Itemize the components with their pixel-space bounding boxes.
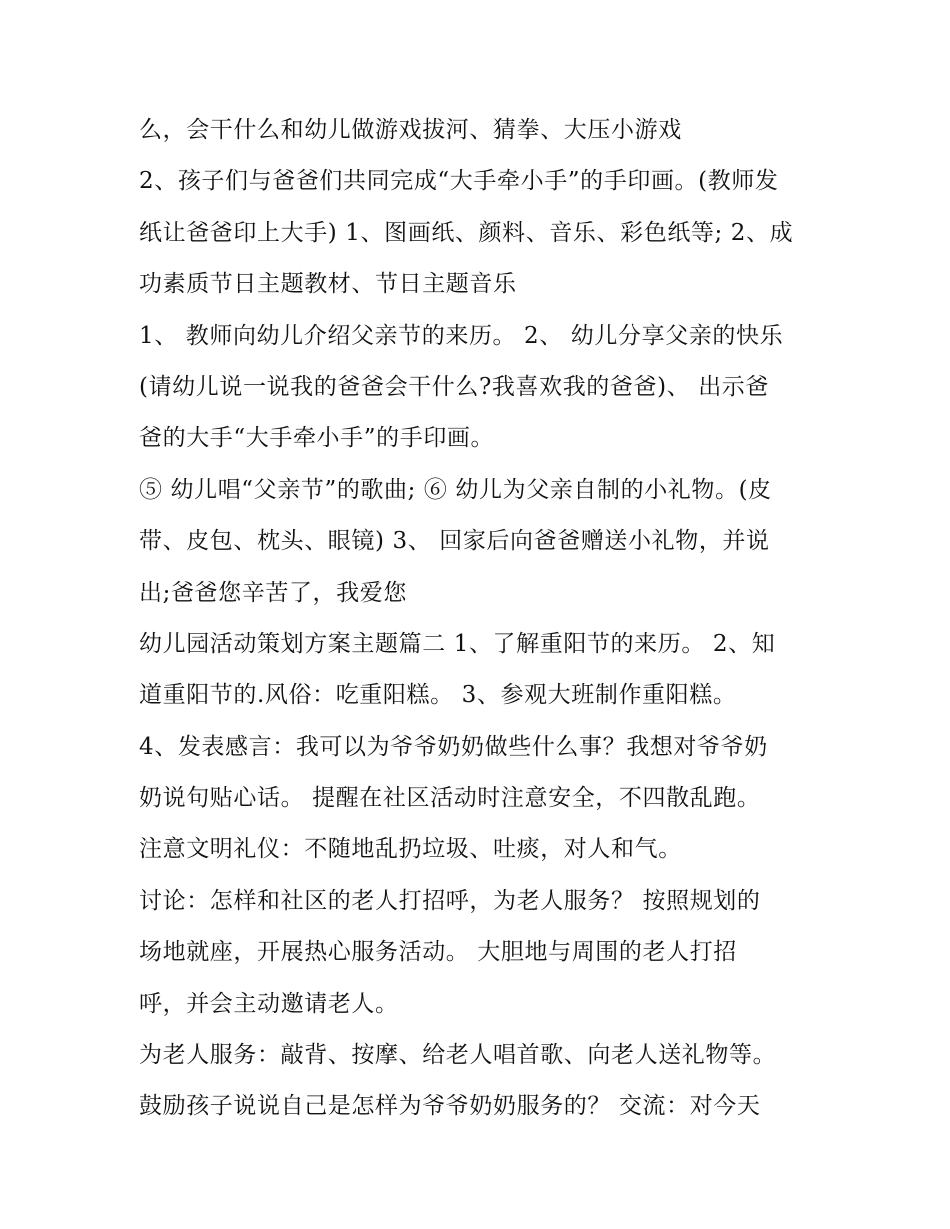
document-body bbox=[139, 108, 819, 1136]
text-line: 出;爸爸您辛苦了，我爱您 bbox=[139, 579, 407, 606]
text-line: 讨论：怎样和社区的老人打招呼，为老人服务？ 按照规划的 bbox=[139, 887, 761, 914]
text-line: 注意文明礼仪：不随地乱扔垃圾、吐痰，对人和气。 bbox=[139, 836, 682, 863]
text-line: 功素质节日主题教材、节日主题音乐 bbox=[139, 271, 517, 298]
text-line: 1、 教师向幼儿介绍父亲节的来历。 2、 幼儿分享父亲的快乐 bbox=[139, 322, 784, 349]
text-line: 场地就座，开展热心服务活动。 大胆地与周围的老人打招 bbox=[139, 939, 737, 966]
text-line: ⑤ 幼儿唱“父亲节”的歌曲; ⑥ 幼儿为父亲自制的小礼物。(皮 bbox=[139, 476, 772, 503]
text-line: 为老人服务：敲背、按摩、给老人唱首歌、向老人送礼物等。 bbox=[139, 1042, 777, 1069]
text-line: 爸的大手“大手牵小手”的手印画。 bbox=[139, 425, 495, 452]
text-line: 幼儿园活动策划方案主题篇二 1、了解重阳节的来历。 2、知 bbox=[139, 630, 776, 657]
text-line: 呼，并会主动邀请老人。 bbox=[139, 990, 399, 1017]
text-line: 道重阳节的.风俗：吃重阳糕。 3、参观大班制作重阳糕。 bbox=[139, 682, 737, 709]
text-line: (请幼儿说一说我的爸爸会干什么?我喜欢我的爸爸)、 出示爸 bbox=[139, 373, 769, 400]
text-line: 带、皮包、枕头、眼镜) 3、 回家后向爸爸赠送小礼物，并说 bbox=[139, 528, 770, 555]
text-line: 鼓励孩子说说自己是怎样为爷爷奶奶服务的？ 交流：对今天 bbox=[139, 1093, 761, 1120]
text-line: 4、发表感言：我可以为爷爷奶奶做些什么事？我想对爷爷奶 bbox=[139, 733, 768, 760]
text-line: 奶说句贴心话。 提醒在社区活动时注意安全，不四散乱跑。 bbox=[139, 785, 761, 812]
text-line: 纸让爸爸印上大手) 1、图画纸、颜料、音乐、彩色纸等; 2、成 bbox=[139, 219, 794, 246]
text-line: 2、孩子们与爸爸们共同完成“大手牵小手”的手印画。(教师发 bbox=[139, 168, 779, 195]
text-line: 么，会干什么和幼儿做游戏拔河、猜拳、大压小游戏 bbox=[139, 117, 682, 143]
